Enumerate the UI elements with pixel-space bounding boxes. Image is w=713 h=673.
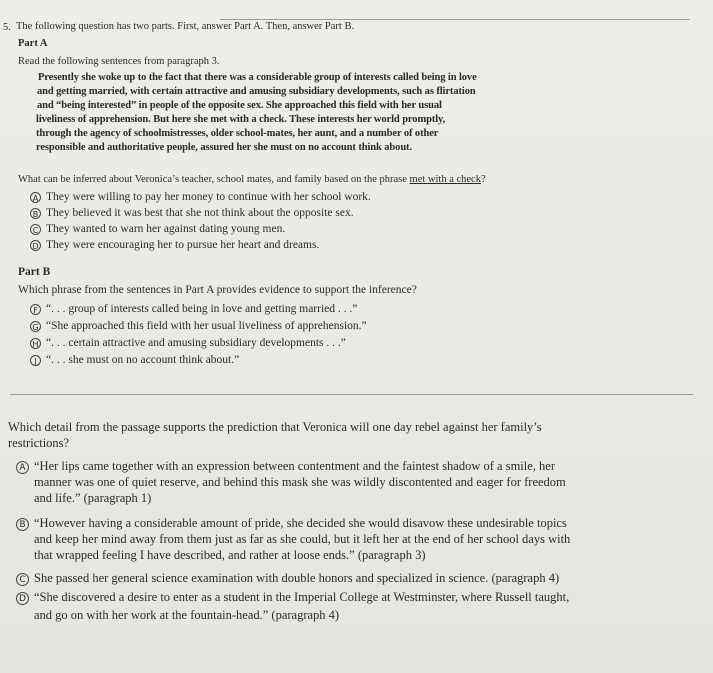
option-text: They believed it was best that she not think about the opposite sex.	[46, 207, 354, 219]
passage-line	[36, 128, 438, 139]
option-letter: G	[30, 321, 41, 332]
passage-text: through the agency of schoolmistresses, older school-mates, her aunt, and a number of other	[36, 128, 439, 139]
option-letter: A	[16, 461, 29, 474]
highlighted-phrase: met with a check	[409, 174, 481, 185]
part-a-heading: Part A	[18, 38, 48, 49]
passage-line: Presently she woke up to the fact that there was a considerable group of interests called being in love	[38, 72, 477, 83]
option-text: “. . . she must on no account think about.”	[46, 354, 240, 366]
option-text: “She approached this field with her usual liveliness of apprehension.”	[46, 320, 367, 332]
option-letter: B	[30, 208, 41, 219]
option-text-continued: manner was one of quiet reserve, and behind this mask she was wildly discontented and eager for freedom	[34, 475, 566, 489]
top-divider	[220, 19, 690, 20]
option-text: They wanted to warn her against dating young men.	[46, 223, 286, 235]
part-b-heading: Part B	[18, 266, 51, 278]
option-letter: C	[30, 224, 41, 235]
option-letter: C	[16, 573, 29, 586]
option-a[interactable]	[16, 459, 555, 474]
option-text: She passed her general science examination with double honors and specialized in science. (paragraph 4)	[34, 571, 560, 585]
part-b-question: Which phrase from the sentences in Part A provides evidence to support the inference?	[18, 284, 417, 296]
option-b[interactable]	[16, 516, 567, 531]
option-text: “. . . certain attractive and amusing subsidiary developments . . .”	[46, 337, 346, 349]
option-text: “She discovered a desire to enter as a student in the Imperial College at Westminster, where Russell taught,	[34, 590, 570, 604]
option-text: They were willing to pay her money to continue with her school work.	[46, 191, 371, 203]
option-letter: F	[30, 304, 41, 315]
option-text: “Her lips came together with an expression between contentment and the faintest shadow of a smile, her	[34, 459, 556, 473]
option-letter: H	[30, 338, 41, 349]
option-text: They were encouraging her to pursue her heart and dreams.	[46, 239, 320, 251]
part-a-question	[18, 174, 486, 185]
option-h[interactable]	[30, 337, 346, 349]
option-d[interactable]	[30, 239, 319, 251]
option-j[interactable]	[30, 354, 239, 366]
option-text: “. . . group of interests called being in love and getting married . . .”	[46, 303, 358, 315]
option-text-continued: and life.” (paragraph 1)	[34, 491, 152, 505]
option-f[interactable]	[30, 303, 357, 315]
option-g[interactable]	[30, 320, 367, 332]
option-letter: J	[30, 355, 41, 366]
question-text: What can be inferred about Veronica’s teacher, school mates, and family based on the phrase	[18, 174, 410, 185]
section-divider	[10, 394, 693, 395]
option-text-continued: and go on with her work at the fountain-head.” (paragraph 4)	[34, 608, 340, 622]
option-a[interactable]	[30, 191, 371, 203]
q6-question: restrictions?	[8, 436, 70, 450]
question-text: ?	[480, 174, 486, 185]
option-text-continued: that wrapped feeling I have described, and rather at loose ends.” (paragraph 3)	[34, 548, 426, 562]
part-a-instruction: Read the following sentences from paragraph 3.	[18, 56, 220, 67]
option-letter: A	[30, 192, 41, 203]
passage-line: and “being interested” in people of the opposite sex. She approached this field with her usual	[37, 100, 442, 111]
option-text-continued: and keep her mind away from them just as far as she could, but it left her at the end of her school days with	[34, 532, 571, 546]
passage-line: responsible and authoritative people, assured her she must on no account think about.	[36, 142, 412, 153]
passage-line: liveliness of apprehension. But here she met with a check. These interests her world promptly,	[36, 114, 446, 125]
option-d[interactable]	[16, 590, 569, 605]
option-letter: B	[16, 518, 29, 531]
option-text: “However having a considerable amount of pride, she decided she would disavow these undesirable topics	[34, 516, 567, 530]
option-c[interactable]	[30, 223, 285, 235]
q6-question: Which detail from the passage supports the prediction that Veronica will one day rebel against her family’s	[8, 420, 542, 434]
option-b[interactable]	[30, 207, 354, 219]
option-letter: D	[16, 592, 29, 605]
passage-line: and getting married, with certain attractive and amusing subsidiary developments, such as flirtation	[37, 86, 476, 97]
option-c[interactable]	[16, 571, 559, 586]
question-intro: The following question has two parts. First, answer Part A. Then, answer Part B.	[16, 21, 355, 32]
option-letter: D	[30, 240, 41, 251]
question-number: 5.	[3, 22, 11, 33]
